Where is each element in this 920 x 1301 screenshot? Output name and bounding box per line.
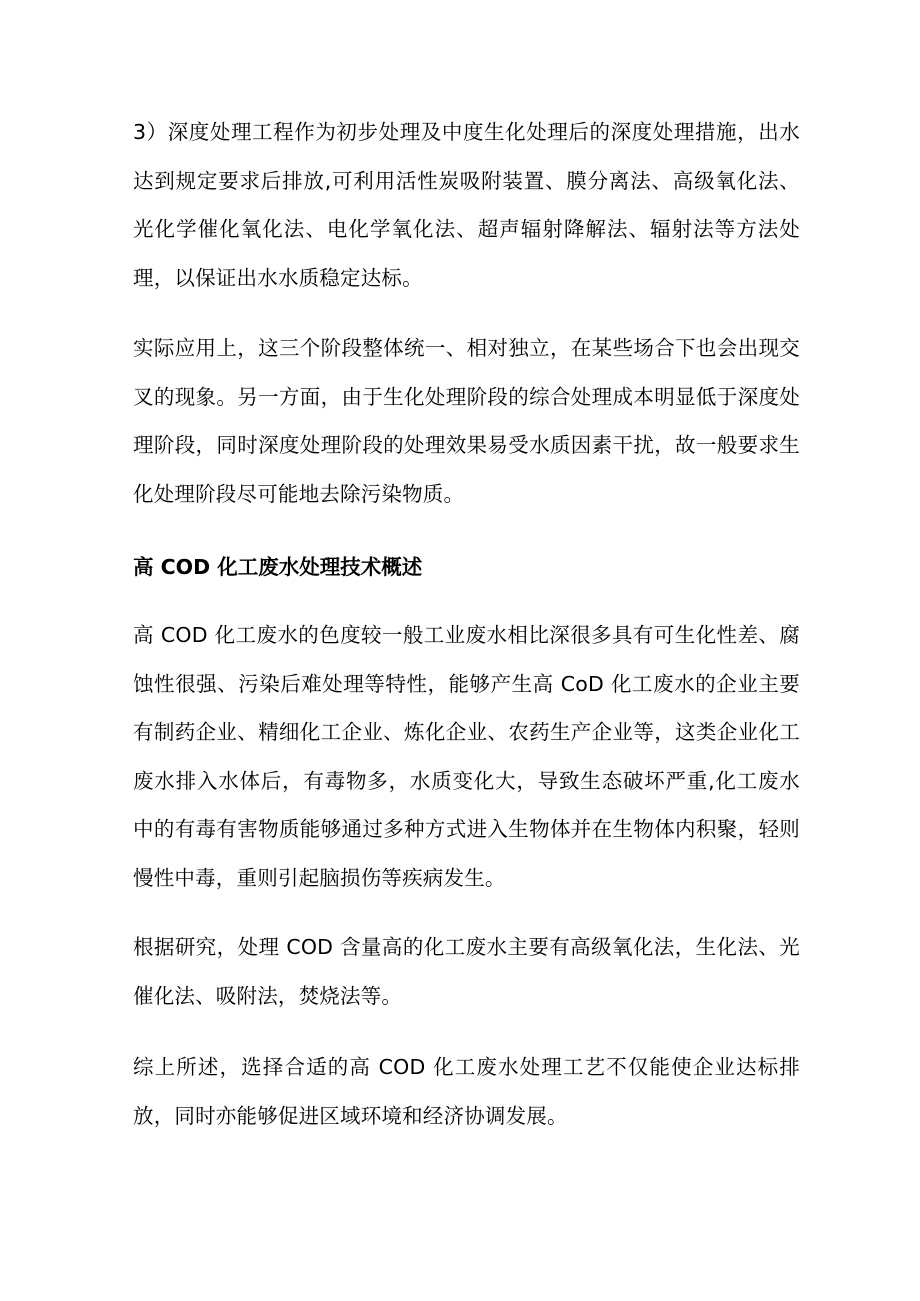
paragraph-research-methods: 根据研究，处理 COD 含量高的化工废水主要有高级氧化法，生化法、光催化法、吸附法，焚烧法等。: [133, 935, 800, 1008]
paragraph-practical-application: 实际应用上，这三个阶段整体统一、相对独立，在某些场合下也会出现交叉的现象。另一方面，由于生化处理阶段的综合处理成本明显低于深度处理阶段，同时深度处理阶段的处理效果易受水质因素干扰，故一般要求生化处理阶段尽可能地去除污染物质。: [133, 336, 800, 506]
paragraph-conclusion: 综上所述，选择合适的高 COD 化工废水处理工艺不仅能使企业达标排放，同时亦能够促进区域环境和经济协调发展。: [133, 1055, 800, 1128]
paragraph-overview: 高 COD 化工废水的色度较一般工业废水相比深很多具有可生化性差、腐蚀性很强、污染后难处理等特性，能够产生高 CoD 化工废水的企业主要有制药企业、精细化工企业、炼化企业、农药生产企业等，这类企业化工废水排入水体后，有毒物多，水质变化大，导致生态破坏严重,化工废水中的有毒有害物质能够通过多种方式进入生物体并在生物体内积聚，轻则慢性中毒，重则引起脑损伤等疾病发生。: [133, 623, 800, 890]
section-heading: 高 COD 化工废水处理技术概述: [133, 555, 423, 579]
paragraph-advanced-treatment: 3）深度处理工程作为初步处理及中度生化处理后的深度处理措施，出水达到规定要求后排放,可利用活性炭吸附装置、膜分离法、高级氧化法、光化学催化氧化法、电化学氧化法、超声辐射降解法、辐射法等方法处理，以保证出水水质稳定达标。: [133, 120, 800, 290]
